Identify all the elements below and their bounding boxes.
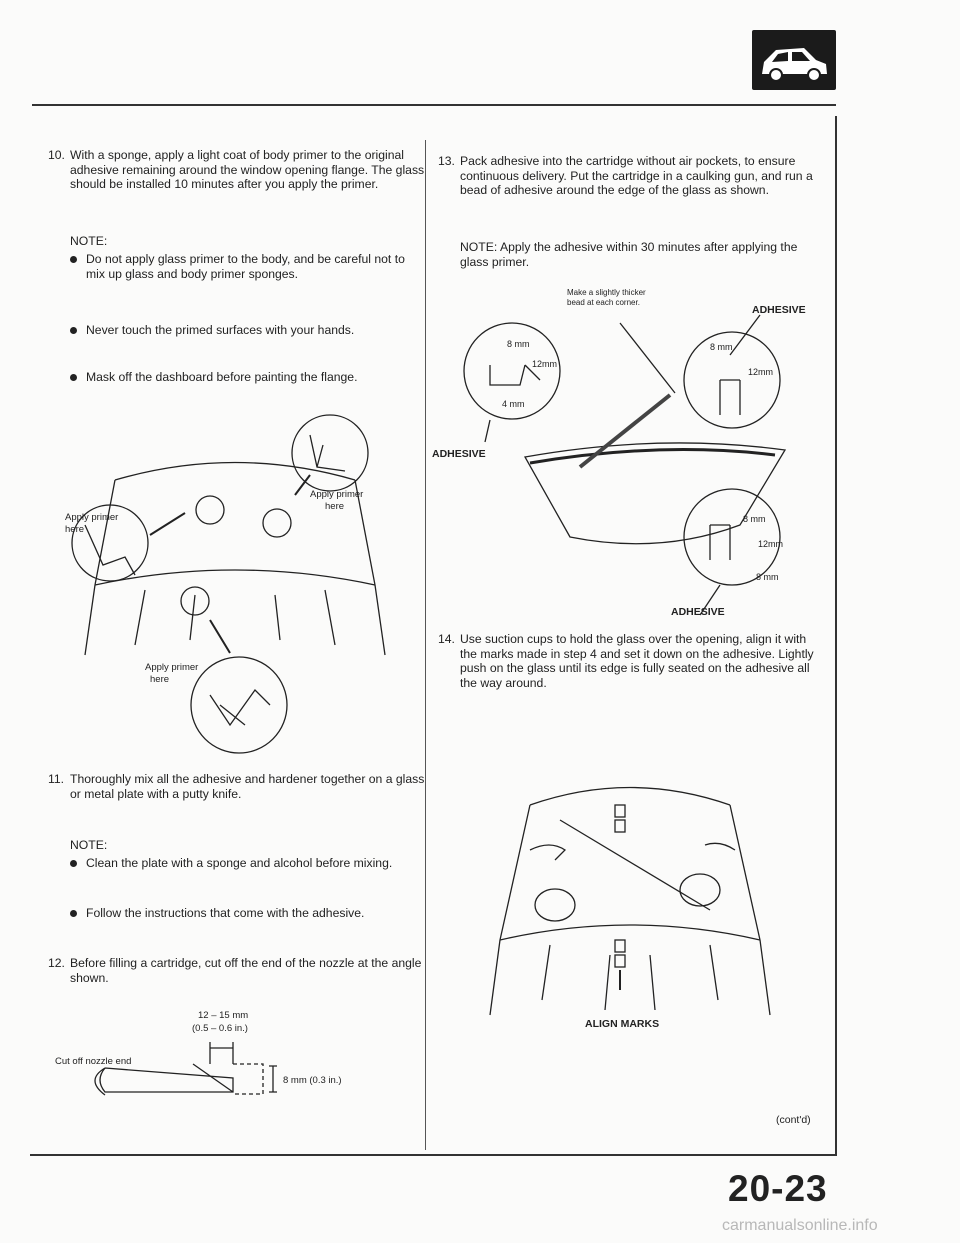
label-8mm: 8 mm xyxy=(756,572,779,582)
bottom-rule xyxy=(30,1154,837,1156)
note-label: NOTE: xyxy=(70,234,108,248)
bullet-icon xyxy=(70,256,77,263)
label-adhesive: ADHESIVE xyxy=(432,448,486,460)
label-here: here xyxy=(325,501,345,512)
top-rule xyxy=(32,104,836,106)
note-bullet: Clean the plate with a sponge and alcohol before mixing. xyxy=(70,856,412,890)
step-13-note: NOTE: Apply the adhesive within 30 minutes after applying the glass primer. xyxy=(460,240,798,269)
label-8mm: 8 mm xyxy=(710,342,733,352)
label-cut-nozzle: Cut off nozzle end xyxy=(55,1056,132,1067)
label-12mm: 12mm xyxy=(748,367,774,377)
label-length-in: (0.5 – 0.6 in.) xyxy=(192,1023,248,1034)
note-label: NOTE: xyxy=(70,838,108,852)
align-figure xyxy=(470,750,800,1080)
note-bullet: Follow the instructions that come with the adhesive. xyxy=(70,906,412,940)
bullet-icon xyxy=(70,374,77,381)
label-4mm: 4 mm xyxy=(502,399,525,409)
note-bullet: Mask off the dashboard before painting the flange. xyxy=(70,370,412,404)
label-adhesive: ADHESIVE xyxy=(752,304,806,316)
label-8mm: 8 mm xyxy=(507,339,530,349)
label-apply-primer: Apply primer xyxy=(65,512,119,523)
bullet-icon xyxy=(70,327,77,334)
label-here: here xyxy=(150,674,170,685)
bullet-icon xyxy=(70,910,77,917)
label-12mm: 12mm xyxy=(758,539,784,549)
label-adhesive: ADHESIVE xyxy=(671,606,725,618)
label-apply-primer: Apply primer xyxy=(310,489,364,500)
right-rule xyxy=(835,116,837,1156)
label-8mm: 8 mm xyxy=(743,514,766,524)
label-apply-primer: Apply primer xyxy=(145,662,199,673)
adhesive-figure xyxy=(430,285,830,620)
label-align-marks: ALIGN MARKS xyxy=(585,1018,660,1030)
primer-figure xyxy=(55,405,415,765)
column-divider xyxy=(425,140,426,1150)
label-length: 12 – 15 mm xyxy=(198,1010,249,1021)
label-12mm: 12mm xyxy=(532,359,558,369)
page-number: 20-23 xyxy=(728,1168,828,1209)
note-bullet: Do not apply glass primer to the body, and be careful not to mix up glass and body primer sponges. xyxy=(70,252,412,302)
label-here: here xyxy=(65,524,85,535)
label-thicker-2: bead at each corner. xyxy=(567,298,640,307)
nozzle-figure xyxy=(55,1000,415,1140)
note-bullet: Never touch the primed surfaces with your hands. xyxy=(70,323,412,357)
bullet-icon xyxy=(70,860,77,867)
car-body-icon xyxy=(752,30,836,90)
label-height: 8 mm (0.3 in.) xyxy=(283,1075,342,1086)
label-thicker: Make a slightly thicker xyxy=(567,288,646,297)
continued-label: (cont'd) xyxy=(776,1114,811,1126)
watermark: carmanualsonline.info xyxy=(722,1217,878,1234)
